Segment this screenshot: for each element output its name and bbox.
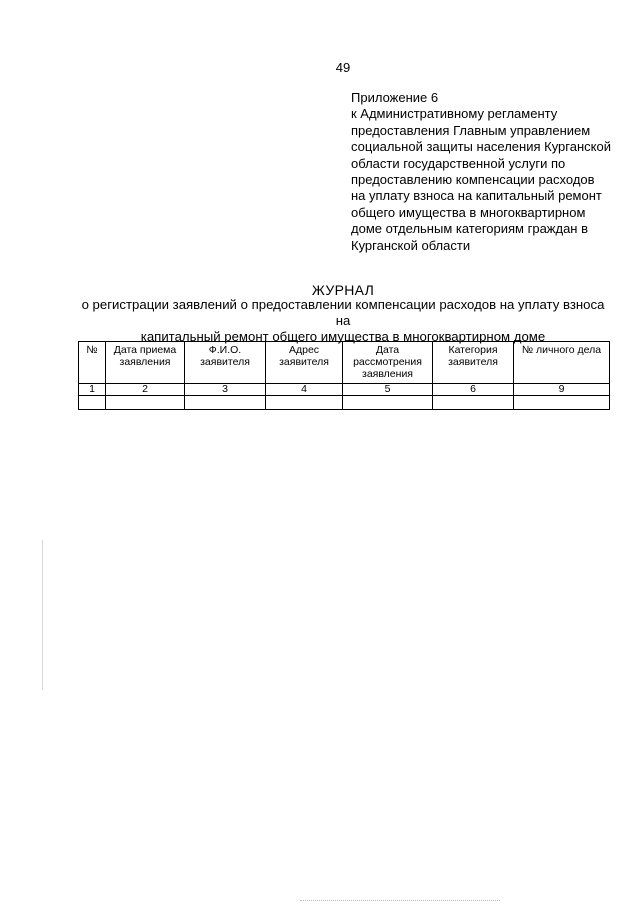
page-number: 49 [335, 60, 351, 75]
header-number: № [79, 342, 106, 384]
column-number: 9 [514, 384, 610, 396]
appendix-line: доме отдельным категориям граждан в [351, 221, 589, 237]
appendix-line: предоставления Главным управлением [351, 122, 591, 138]
header-applicant-address: Адрес заявителя [266, 342, 343, 384]
header-case-number: № личного дела [514, 342, 610, 384]
appendix-line: общего имущества в многоквартирном [351, 204, 586, 220]
header-review-date: Дата рассмотрения заявления [343, 342, 433, 384]
appendix-line: Курганской области [351, 237, 471, 253]
header-applicant-category: Категория заявителя [433, 342, 514, 384]
column-number: 5 [343, 384, 433, 396]
appendix-line: к Административному регламенту [351, 106, 558, 122]
column-number: 3 [185, 384, 266, 396]
appendix-line: предоставлению компенсации расходов [351, 172, 595, 188]
header-applicant-name: Ф.И.О. заявителя [185, 342, 266, 384]
table-cell [343, 396, 433, 410]
table-header-row [79, 342, 610, 384]
journal-subtitle [78, 297, 608, 345]
column-number: 6 [433, 384, 514, 396]
column-number: 4 [266, 384, 343, 396]
header-date-received: Дата приема заявления [106, 342, 185, 384]
table-cell [185, 396, 266, 410]
table-row [79, 396, 610, 410]
table-cell [433, 396, 514, 410]
table-cell [514, 396, 610, 410]
table-cell [79, 396, 106, 410]
scan-edge-line [300, 900, 500, 902]
appendix-line: Приложение 6 [351, 90, 439, 105]
register-table [78, 341, 610, 410]
appendix-line: на уплату взноса на капитальный ремонт [351, 188, 602, 204]
appendix-line: социальной защиты населения Курганской [351, 139, 611, 155]
journal-title: ЖУРНАЛ [311, 282, 375, 298]
column-number: 1 [79, 384, 106, 396]
journal-subtitle-line: капитальный ремонт общего имущества в многоквартирном доме [140, 329, 546, 344]
table-cell [266, 396, 343, 410]
appendix-line: области государственной услуги по [351, 155, 566, 171]
table-cell [106, 396, 185, 410]
column-number: 2 [106, 384, 185, 396]
scan-artifact [42, 540, 43, 690]
journal-subtitle-line: о регистрации заявлений о предоставлении компенсации расходов на уплату взноса на [81, 297, 605, 328]
column-number-row [79, 384, 610, 396]
appendix-block [351, 90, 621, 254]
